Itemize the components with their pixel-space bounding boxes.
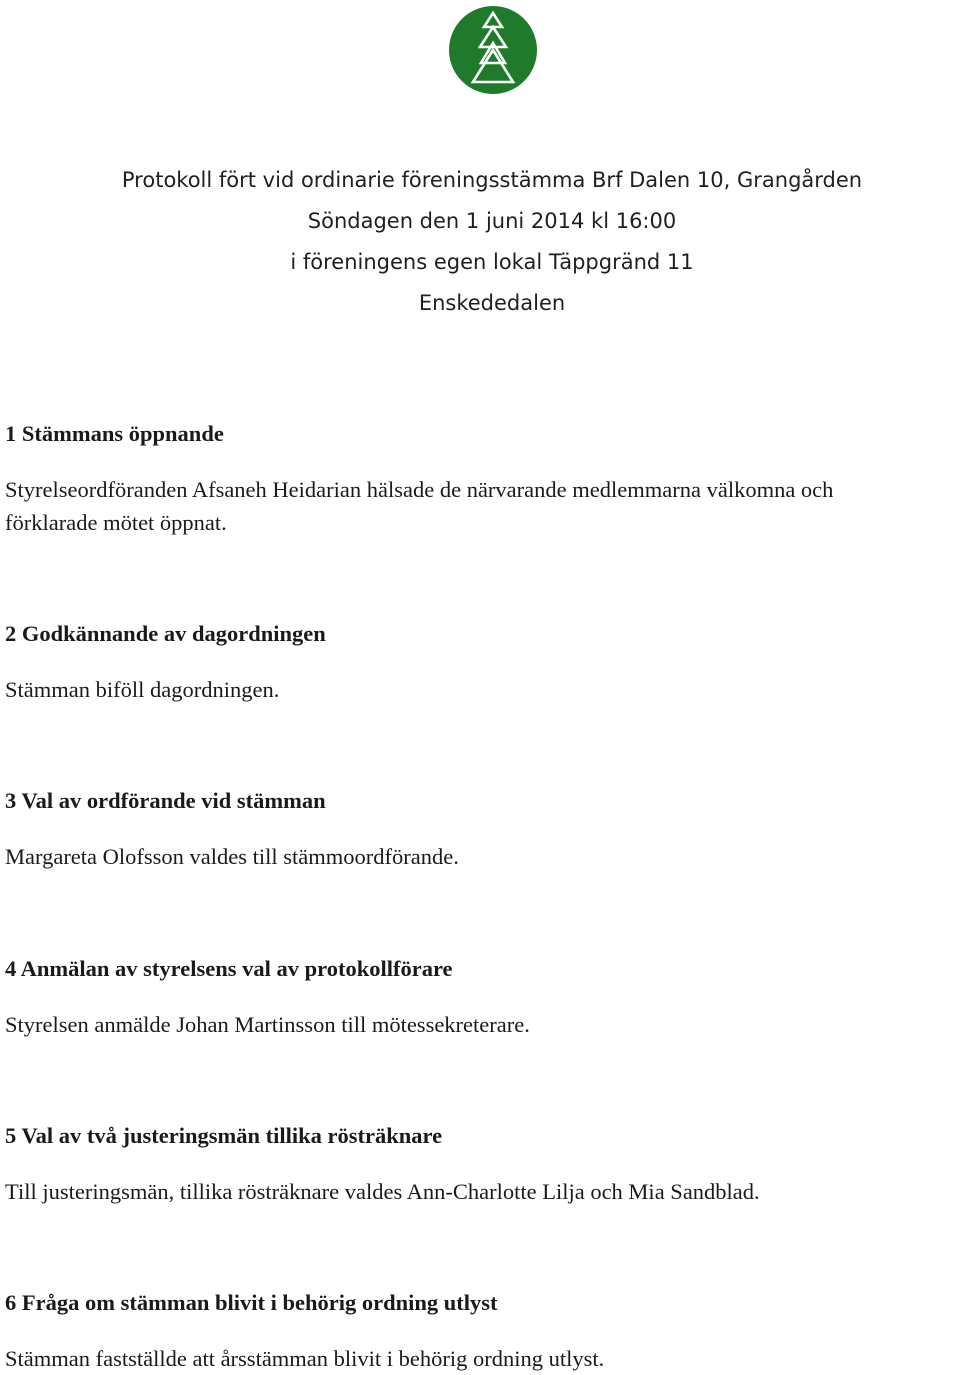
document-title-line-1: Protokoll fört vid ordinarie föreningsstämma Brf Dalen 10, Grangården (121, 168, 863, 192)
section-body-line: Margareta Olofsson valdes till stämmoordförande. (5, 844, 459, 869)
meeting-date-line: Söndagen den 1 juni 2014 kl 16:00 (307, 209, 677, 233)
meeting-location-line: i föreningens egen lokal Täppgränd 11 (290, 250, 694, 274)
section-heading: 4 Anmälan av styrelsens val av protokollförare (5, 956, 453, 981)
section-body-line: Styrelsen anmälde Johan Martinsson till mötessekreterare. (5, 1012, 530, 1037)
section-heading: 1 Stämmans öppnande (5, 421, 224, 446)
section-body-line: Till justeringsmän, tillika rösträknare valdes Ann-Charlotte Lilja och Mia Sandblad. (5, 1179, 760, 1204)
triangle-tree-logo-icon (448, 5, 538, 95)
section-heading: 5 Val av två justeringsmän tillika rösträknare (5, 1123, 443, 1148)
section-body-line: Stämman fastställde att årsstämman blivit i behörig ordning utlyst. (5, 1346, 605, 1371)
section-heading: 6 Fråga om stämman blivit i behörig ordning utlyst (5, 1290, 498, 1315)
section-body-line: förklarade mötet öppnat. (5, 510, 227, 535)
section-body-line: Stämman biföll dagordningen. (5, 677, 280, 702)
section-heading: 2 Godkännande av dagordningen (5, 621, 326, 646)
section-heading: 3 Val av ordförande vid stämman (5, 788, 326, 813)
section-body-line: Styrelseordföranden Afsaneh Heidarian hälsade de närvarande medlemmarna välkomna och (5, 477, 834, 502)
meeting-area-line: Enskededalen (418, 291, 566, 315)
